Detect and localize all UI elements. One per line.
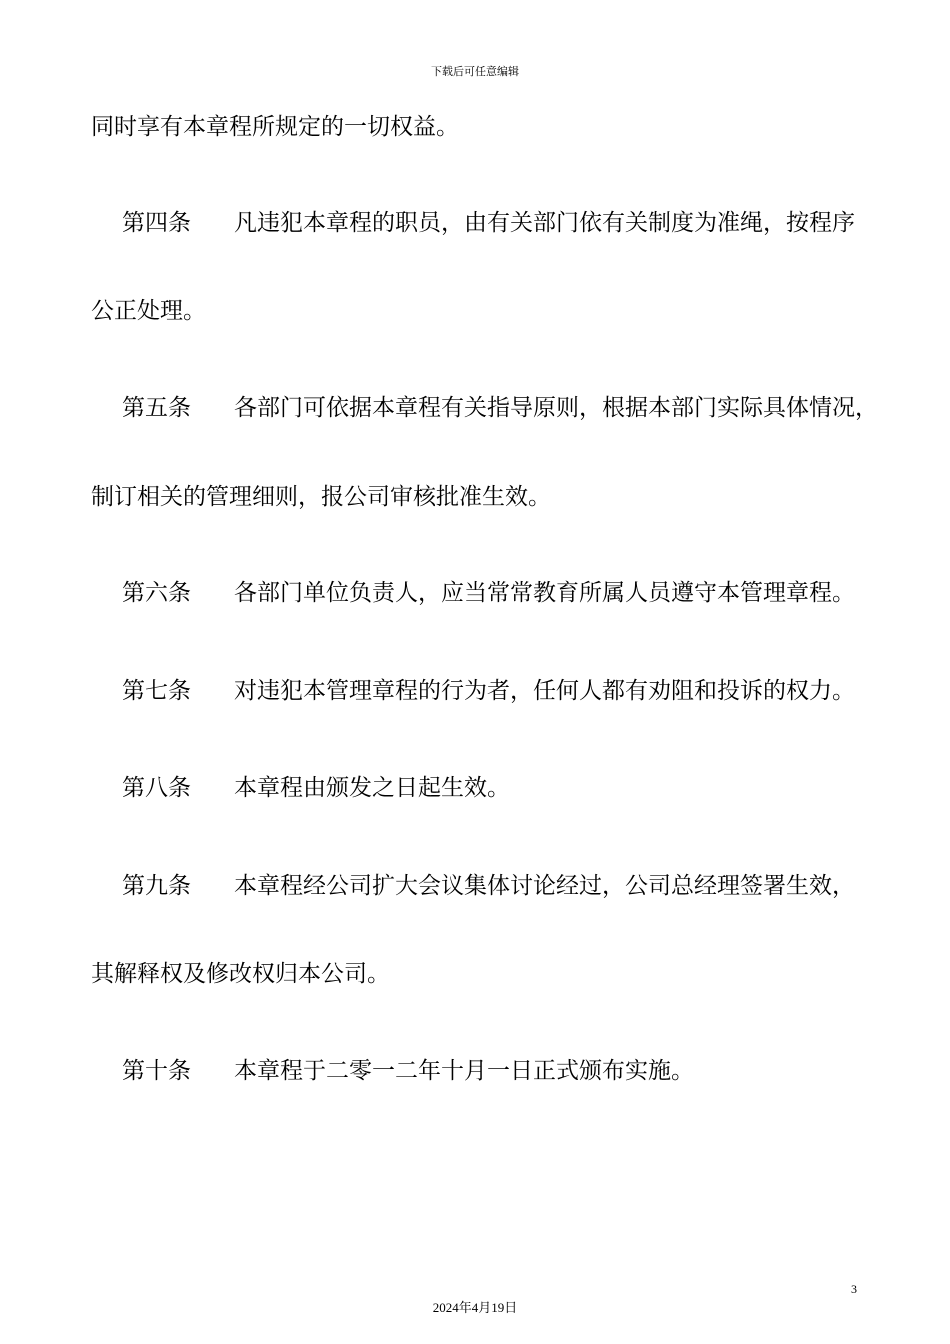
page-header: 下载后可任意编辑 — [431, 65, 519, 78]
article-6: 第六条 各部门单位负责人，应当常常教育所属人员遵守本管理章程。 — [122, 580, 855, 606]
body-line: 制订相关的管理细则，报公司审核批准生效。 — [91, 484, 551, 510]
article-5: 第五条 各部门可依据本章程有关指导原则，根据本部门实际具体情况， — [122, 395, 878, 421]
article-9: 第九条 本章程经公司扩大会议集体讨论经过，公司总经理签署生效， — [122, 873, 855, 899]
article-number: 第六条 — [122, 580, 191, 606]
footer-date: 2024年4月19日 — [432, 1300, 518, 1315]
page-number: 3 — [851, 1282, 857, 1296]
article-number: 第十条 — [122, 1058, 191, 1084]
body-line: 其解释权及修改权归本公司。 — [91, 961, 390, 987]
article-8: 第八条 本章程由颁发之日起生效。 — [122, 775, 510, 801]
article-number: 第八条 — [122, 775, 191, 801]
body-line: 同时享有本章程所规定的一切权益。 — [91, 114, 459, 140]
article-number: 第九条 — [122, 873, 191, 899]
article-number: 第五条 — [122, 395, 191, 421]
article-4: 第四条 凡违犯本章程的职员，由有关部门依有关制度为准绳，按程序 — [122, 210, 855, 236]
article-number: 第七条 — [122, 678, 191, 704]
body-line: 公正处理。 — [91, 298, 206, 324]
article-10: 第十条 本章程于二零一二年十月一日正式颁布实施。 — [122, 1058, 694, 1084]
article-7: 第七条 对违犯本管理章程的行为者，任何人都有劝阻和投诉的权力。 — [122, 678, 855, 704]
article-number: 第四条 — [122, 210, 191, 236]
